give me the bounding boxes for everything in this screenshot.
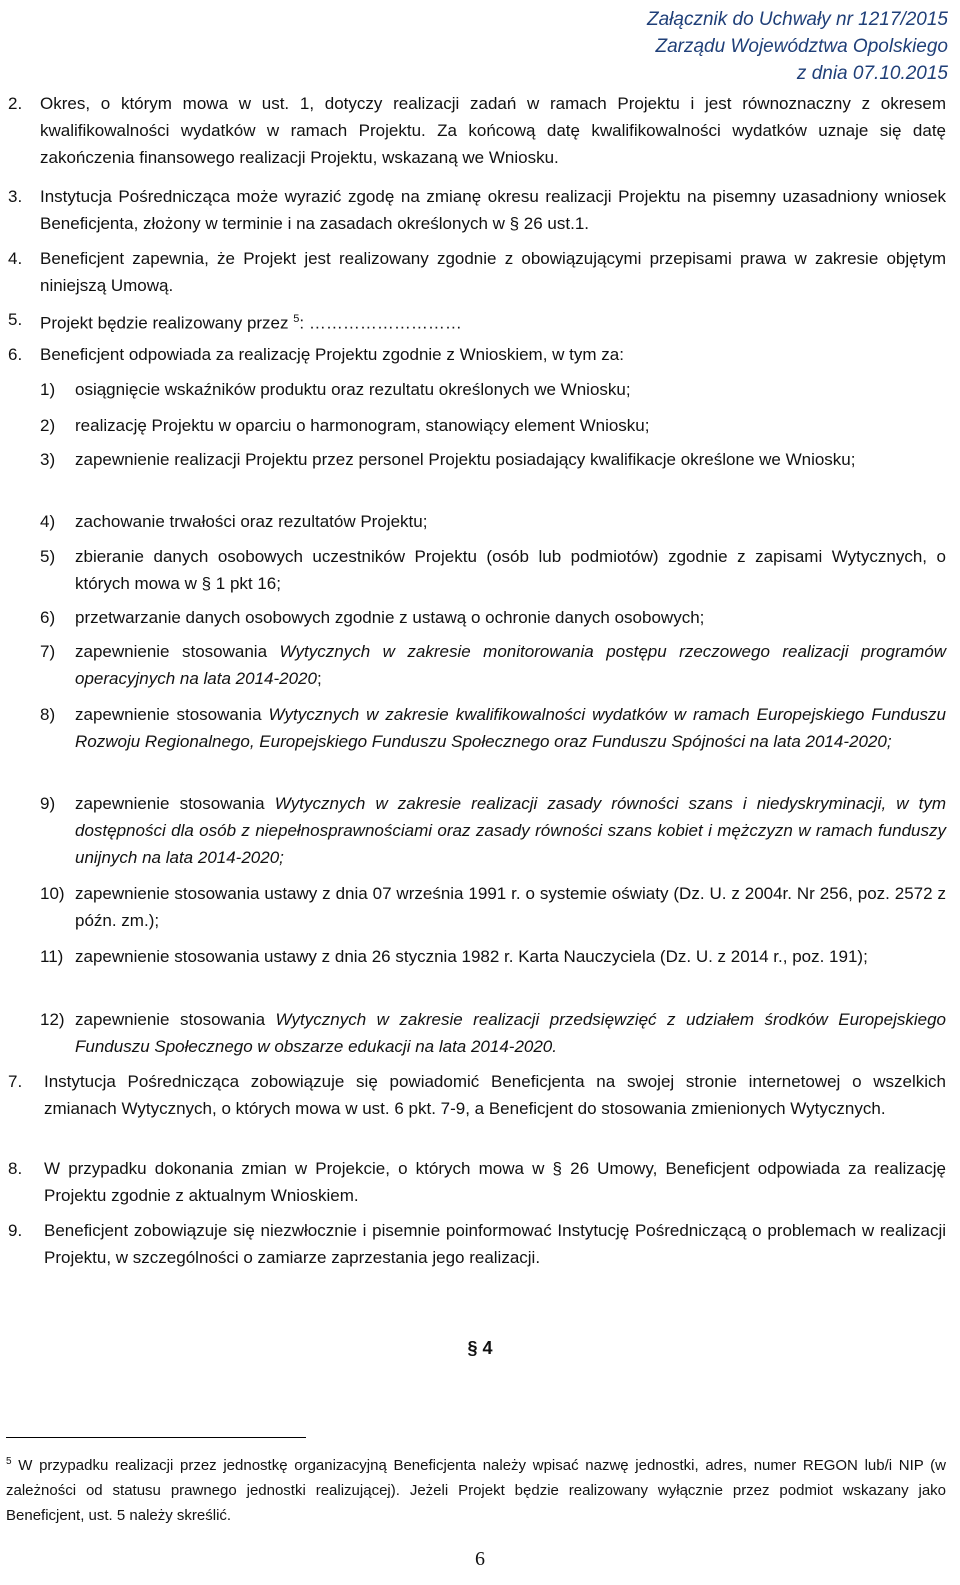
subitem-text-end: ;: [316, 669, 322, 688]
paragraph-text: Okres, o którym mowa w ust. 1, dotyczy realizacji zadań w ramach Projektu i jest równoznaczny z okresem kwalifikowalności wydatków w ramach Projektu. Za końcową datę kwalifikowalności wydatków uznaje się datę zakończenia finansowego realizacji Projektu, wskazaną we Wniosku.: [40, 94, 946, 167]
paragraph-3: [8, 183, 946, 237]
subitem-number: 3): [40, 450, 56, 469]
footnote-text: W przypadku realizacji przez jednostkę organizacyjną Beneficjenta należy wpisać nazwę jednostki, adres, numer REGON lub/i NIP (w zależności od statusu prawnego jednostki realizującej). Jeżeli Projekt będzie realizowany wyłącznie przez podmiot wskazany jako Beneficjent, ust. 5 należy skreślić.: [6, 1457, 946, 1524]
footnote-mark: 5: [6, 1456, 12, 1467]
subitem-text: osiągnięcie wskaźników produktu oraz rezultatu określonych we Wniosku;: [75, 380, 631, 399]
guidelines-title: Wytycznych w zakresie monitorowania postępu rzeczowego realizacji programów operacyjnych na lata 2014-2020: [75, 642, 947, 688]
paragraph-5: [8, 306, 946, 337]
paragraph-number: 8.: [8, 1159, 23, 1178]
subitem-number: 6): [40, 608, 56, 627]
paragraph-number: 5.: [8, 310, 23, 329]
paragraph-number: 7.: [8, 1072, 23, 1091]
paragraph-fill-dots: : ………………………: [299, 313, 462, 333]
section-heading: § 4: [467, 1338, 493, 1358]
header-line-1: Załącznik do Uchwały nr 1217/2015: [646, 9, 948, 30]
header-line-3: z dnia 07.10.2015: [796, 63, 948, 84]
paragraph-9: [8, 1217, 946, 1271]
subitem-number: 5): [40, 547, 56, 566]
paragraph-text: Instytucja Pośrednicząca może wyrazić zgodę na zmianę okresu realizacji Projektu na pisemny uzasadniony wniosek Beneficjenta, złożony w terminie i na zasadach określonych w § 26 ust.1.: [40, 187, 946, 233]
subitem-5: [40, 543, 946, 597]
paragraph-text: Instytucja Pośrednicząca zobowiązuje się powiadomić Beneficjenta na swojej stronie internetowej o wszelkich zmianach Wytycznych, o których mowa w ust. 6 pkt. 7-9, a Beneficjent do stosowania zmienionych Wytycznych.: [44, 1072, 946, 1118]
subitem-number: 12): [40, 1010, 65, 1029]
paragraph-number: 9.: [8, 1221, 23, 1240]
subitem-text: zapewnienie stosowania ustawy z dnia 07 września 1991 r. o systemie oświaty (Dz. U. z 2004r. Nr 256, poz. 2572 z późn. zm.);: [75, 884, 946, 930]
guidelines-title: Wytycznych w zakresie kwalifikowalności wydatków w ramach Europejskiego Funduszu Rozwoju Regionalnego, Europejskiego Funduszu Społecznego oraz Funduszu Spójności na lata 2014-2020;: [75, 705, 946, 751]
subitem-number: 7): [40, 642, 56, 661]
footnote-separator: [6, 1437, 306, 1438]
subitem-number: 9): [40, 794, 56, 813]
subitem-6: [40, 604, 946, 631]
subitem-text: zapewnienie stosowania: [75, 794, 275, 813]
paragraph-6: [8, 341, 946, 368]
attachment-header: [647, 6, 948, 87]
paragraph-number: 6.: [8, 345, 23, 364]
guidelines-title: Wytycznych w zakresie realizacji przedsięwzięć z udziałem środków Europejskiego Funduszu Społecznego w obszarze edukacji na lata 2014-2020.: [75, 1010, 946, 1056]
paragraph-text: Beneficjent zapewnia, że Projekt jest realizowany zgodnie z obowiązującymi przepisami prawa w zakresie objętym niniejszą Umową.: [40, 249, 946, 295]
paragraph-text: Projekt będzie realizowany przez: [40, 313, 289, 333]
subitem-3: [40, 446, 946, 473]
subitem-number: 8): [40, 705, 56, 724]
paragraph-4: [8, 245, 946, 299]
paragraph-8: [8, 1155, 946, 1209]
subitem-2: [40, 412, 946, 439]
subitem-10: [40, 880, 946, 934]
subitem-number: 10): [40, 884, 65, 903]
subitem-9: [40, 790, 946, 871]
subitem-text: zachowanie trwałości oraz rezultatów Projektu;: [75, 512, 428, 531]
paragraph-2: [8, 90, 946, 171]
subitem-text: zapewnienie stosowania: [75, 642, 280, 661]
subitem-text: zapewnienie realizacji Projektu przez personel Projektu posiadający kwalifikacje określone we Wniosku;: [75, 450, 856, 469]
paragraph-number: 4.: [8, 249, 23, 268]
header-line-2: Zarządu Województwa Opolskiego: [655, 36, 948, 57]
paragraph-text: W przypadku dokonania zmian w Projekcie, o których mowa w § 26 Umowy, Beneficjent odpowiada za realizację Projektu zgodnie z aktualnym Wnioskiem.: [44, 1159, 946, 1205]
subitem-number: 4): [40, 512, 56, 531]
paragraph-number: 2.: [8, 94, 23, 113]
subitem-text: przetwarzanie danych osobowych zgodnie z ustawą o ochronie danych osobowych;: [75, 608, 705, 627]
paragraph-7: [8, 1068, 946, 1122]
subitem-text: zapewnienie stosowania ustawy z dnia 26 stycznia 1982 r. Karta Nauczyciela (Dz. U. z 2014 r., poz. 191);: [75, 947, 868, 966]
footnote: [6, 1449, 946, 1528]
subitem-8: [40, 701, 946, 755]
paragraph-text: Beneficjent odpowiada za realizację Projektu zgodnie z Wnioskiem, w tym za:: [40, 345, 624, 364]
subitem-11: [40, 943, 946, 970]
subitem-text: zapewnienie stosowania: [75, 1010, 276, 1029]
footnote-reference[interactable]: 5: [293, 313, 300, 325]
subitem-text: realizację Projektu w oparciu o harmonogram, stanowiący element Wniosku;: [75, 416, 650, 435]
paragraph-text: Beneficjent zobowiązuje się niezwłocznie i pisemnie poinformować Instytucję Pośredniczącą o problemach w realizacji Projektu, w szczególności o zamiarze zaprzestania jego realizacji.: [44, 1221, 946, 1267]
subitem-4: [40, 508, 946, 535]
subitem-1: [40, 376, 946, 403]
page-number: 6: [475, 1548, 485, 1570]
subitem-7: [40, 638, 946, 692]
subitem-number: 1): [40, 380, 56, 399]
subitem-12: [40, 1006, 946, 1060]
paragraph-number: 3.: [8, 187, 23, 206]
subitem-number: 11): [40, 947, 64, 966]
subitem-number: 2): [40, 416, 56, 435]
subitem-text: zapewnienie stosowania: [75, 705, 269, 724]
subitem-text: zbieranie danych osobowych uczestników Projektu (osób lub podmiotów) zgodnie z zapisami Wytycznych, o których mowa w § 1 pkt 16;: [75, 547, 946, 593]
guidelines-title: Wytycznych w zakresie realizacji zasady równości szans i niedyskryminacji, w tym dostępności dla osób z niepełnosprawnościami oraz zasady równości szans kobiet i mężczyzn w ramach funduszy unijnych na lata 2014-2020;: [75, 794, 946, 867]
